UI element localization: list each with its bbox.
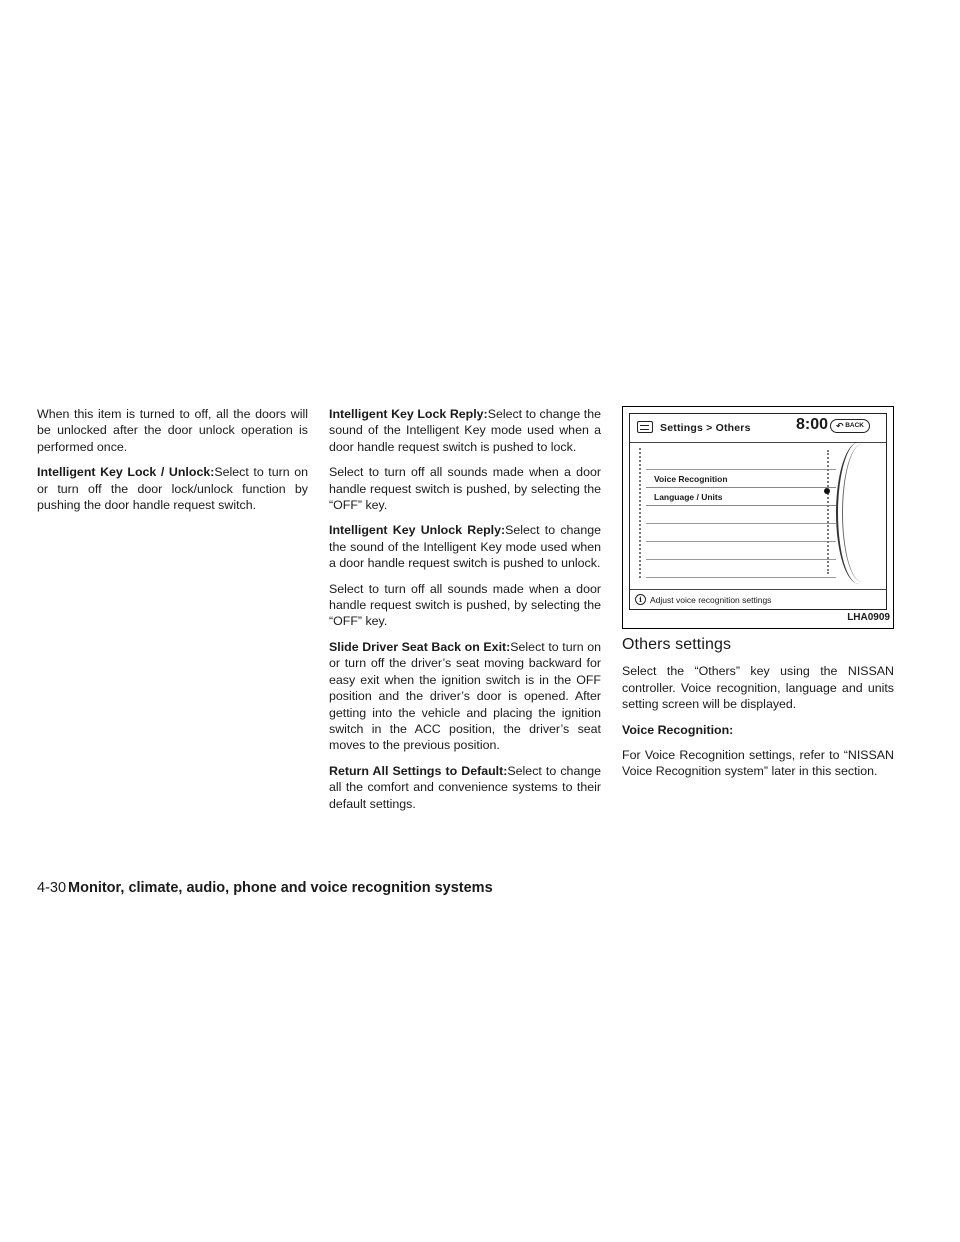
list-item-language-units[interactable]: Language / Units [646, 488, 836, 506]
paragraph-body: Select to change the sound of the Intelligent Key mode used when a door handle request switch is pushed to unlock. [329, 523, 601, 571]
status-bar [630, 589, 886, 609]
page-number: 4-30 [37, 880, 67, 896]
scroll-indicator [824, 488, 830, 494]
back-button[interactable] [830, 419, 870, 433]
paragraph-lead: Intelligent Key Lock Reply: [329, 407, 488, 421]
list-item-voice-recognition[interactable]: Voice Recognition [646, 470, 836, 488]
paragraph: Select the “Others” key using the NISSAN controller. Voice recognition, language and units setting screen will be displayed. [622, 664, 894, 712]
settings-list [646, 452, 836, 578]
column-left [37, 406, 308, 522]
display-screen [629, 413, 887, 610]
scroll-track-left [639, 448, 641, 578]
paragraph-body: Select to turn on or turn off the driver’s seat moving backward for easy exit when the ignition switch is in the OFF position and the driver’s door is opened. After getting into the vehicle and placing the ignition switch in the ACC position, the driver’s seat moves to the previous position. [329, 639, 602, 753]
list-item-empty [646, 542, 836, 560]
list-item-empty [646, 452, 836, 470]
info-icon: i [635, 594, 646, 605]
settings-screen-figure [622, 406, 894, 629]
dial-arc-inner [842, 444, 882, 582]
paragraph-lead: Slide Driver Seat Back on Exit: [329, 639, 511, 654]
scroll-track-right [827, 450, 829, 574]
column-right [622, 406, 894, 789]
chapter-title: Monitor, climate, audio, phone and voice recognition systems [68, 880, 493, 896]
paragraph-body: Select to turn on or turn off the door lock/unlock function by pushing the door handle request switch. [37, 465, 308, 513]
back-label: BACK [845, 422, 864, 429]
screen-header [630, 414, 886, 443]
paragraph: When this item is turned to off, all the doors will be unlocked after the door unlock operation is performed once. [37, 407, 308, 454]
paragraph [329, 522, 601, 571]
page-footer [37, 880, 493, 896]
paragraph [37, 464, 308, 513]
column-middle [329, 406, 601, 821]
paragraph-body: Select to change the sound of the Intelligent Key mode used when a door handle request switch is pushed to lock. [329, 407, 601, 454]
paragraph-lead: Voice Recognition: [622, 722, 734, 737]
paragraph: Select to turn off all sounds made when a door handle request switch is pushed, by selecting the “OFF” key. [329, 581, 601, 629]
paragraph [329, 639, 601, 754]
back-arrow-icon: ↶ [836, 421, 844, 431]
list-item-empty [646, 560, 836, 578]
paragraph: For Voice Recognition settings, refer to “NISSAN Voice Recognition system” later in this section. [622, 748, 894, 779]
paragraph-lead: Intelligent Key Lock / Unlock: [37, 465, 215, 480]
paragraph [329, 406, 601, 455]
status-text: Adjust voice recognition settings [650, 595, 772, 605]
paragraph: Select to turn off all sounds made when a door handle request switch is pushed, by selecting the “OFF” key. [329, 465, 601, 513]
paragraph-lead: Return All Settings to Default: [329, 763, 508, 778]
screen-title: Settings > Others [660, 422, 751, 434]
paragraph-lead: Intelligent Key Unlock Reply: [329, 523, 506, 538]
section-heading: Others settings [622, 636, 732, 653]
paragraph-body: Select to change all the comfort and convenience systems to their default settings. [329, 763, 602, 811]
paragraph [329, 763, 601, 812]
figure-label: LHA0909 [847, 611, 890, 623]
list-item-empty [646, 524, 836, 542]
list-item-empty [646, 506, 836, 524]
screen-clock: 8:00 [796, 416, 829, 433]
keyboard-icon [637, 421, 653, 433]
